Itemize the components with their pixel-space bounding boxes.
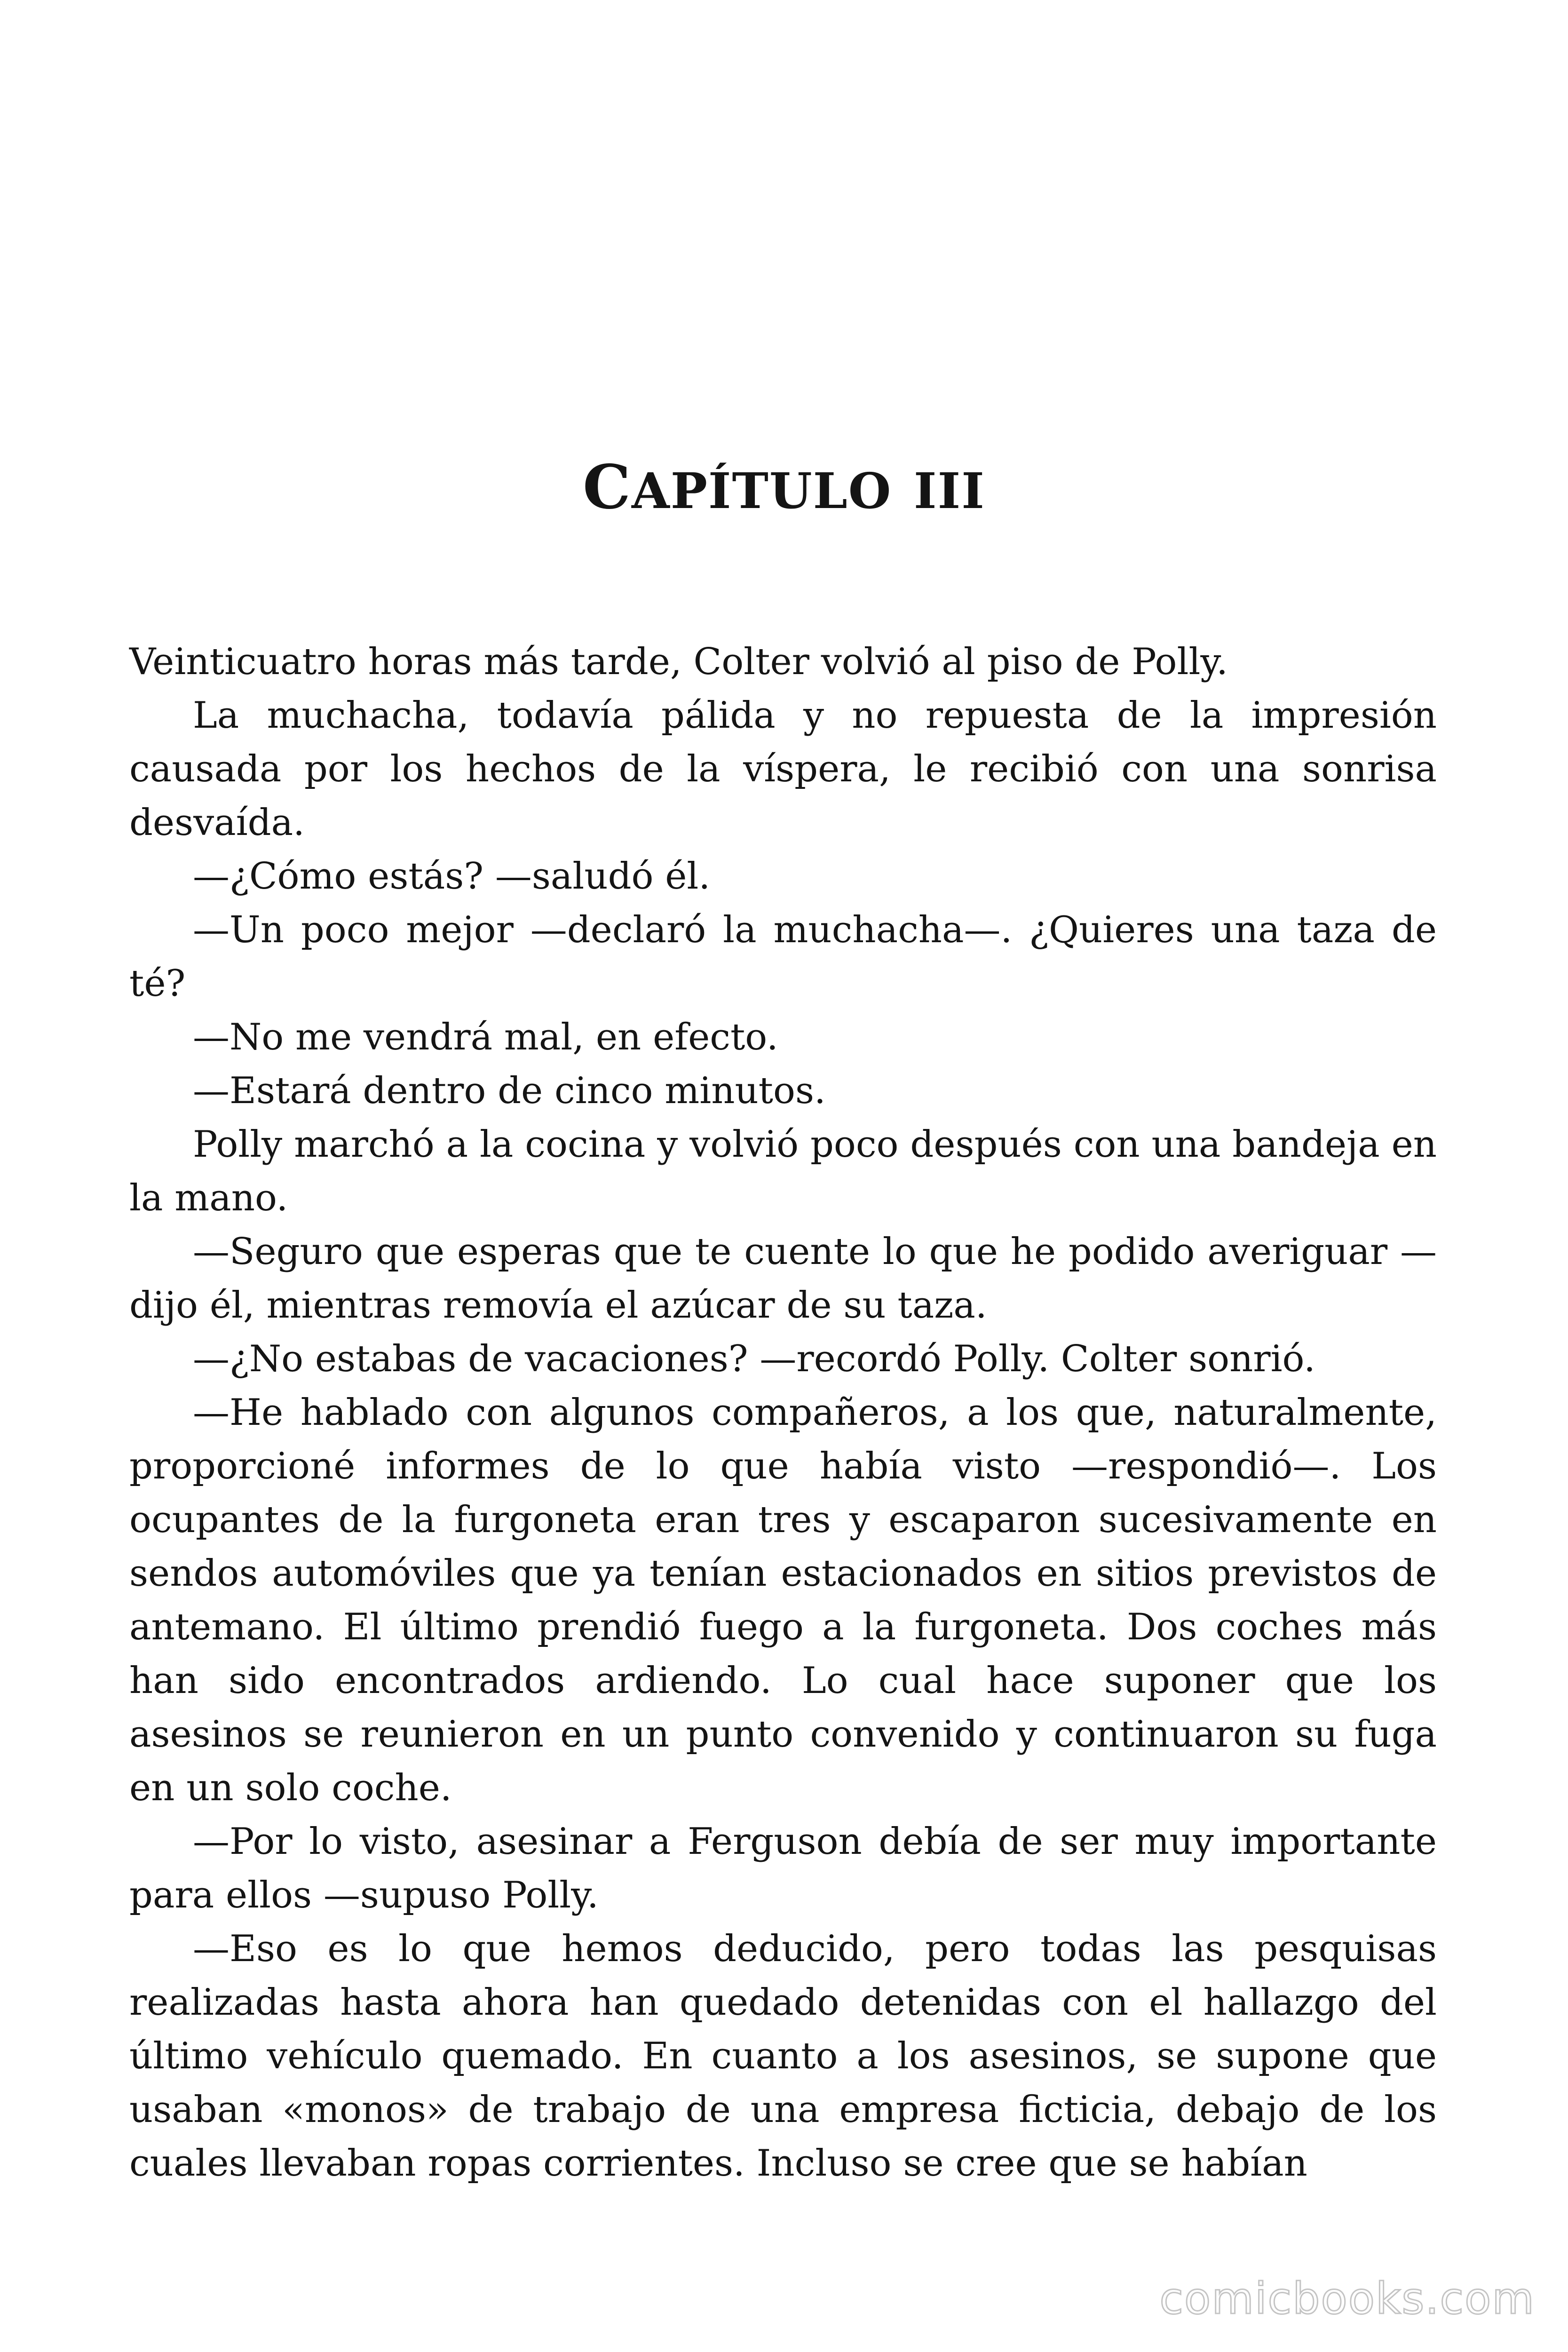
paragraph: Veinticuatro horas más tarde, Colter volvió al piso de Polly. (129, 641, 1228, 683)
chapter-title-initial: C (583, 452, 632, 523)
chapter-title-numeral: III (913, 462, 985, 520)
paragraph: —No me vendrá mal, en efecto. (193, 1016, 778, 1058)
paragraph: Polly marchó a la cocina y volvió poco después con una bandeja en la mano. (129, 1123, 1437, 1219)
paragraph: —Estará dentro de cinco minutos. (193, 1070, 826, 1112)
paragraph: —He hablado con algunos compañeros, a los que, naturalmente, proporcioné informes de lo que había visto —respondió—. Los ocupantes de la furgoneta eran tres y escaparon sucesivamente en sendos automóviles que ya tenían estacionados en sitios previstos de antemano. El último prendió fuego a la furgoneta. Dos coches más han sido encontrados ardiendo. Lo cual hace suponer que los asesinos se reunieron en un punto convenido y continuaron su fuga en un solo coche. (129, 1391, 1437, 1809)
paragraph: La muchacha, todavía pálida y no repuesta de la impresión causada por los hechos de la víspera, le recibió con una sonrisa desvaída. (129, 694, 1437, 844)
paragraph: —Un poco mejor —declaró la muchacha—. ¿Quieres una taza de té? (129, 909, 1437, 1005)
chapter-title-word: APÍTULO (632, 462, 892, 520)
paragraph: —Por lo visto, asesinar a Ferguson debía de ser muy importante para ellos —supuso Polly. (129, 1820, 1437, 1916)
paragraph: —Eso es lo que hemos deducido, pero todas las pesquisas realizadas hasta ahora han quedado detenidas con el hallazgo del último vehículo quemado. En cuanto a los asesinos, se supone que usaban «monos» de trabajo de una empresa ficticia, debajo de los cuales llevaban ropas corrientes. Incluso se cree que se habían (129, 1928, 1437, 2185)
chapter-title (0, 452, 1568, 524)
watermark: comicbooks.com (1159, 2273, 1535, 2324)
paragraph: —¿No estabas de vacaciones? —recordó Polly. Colter sonrió. (193, 1338, 1315, 1380)
paragraph: —¿Cómo estás? —saludó él. (193, 855, 711, 898)
chapter-body (129, 635, 1437, 2190)
paragraph: —Seguro que esperas que te cuente lo que he podido averiguar —dijo él, mientras removía el azúcar de su taza. (129, 1231, 1437, 1327)
